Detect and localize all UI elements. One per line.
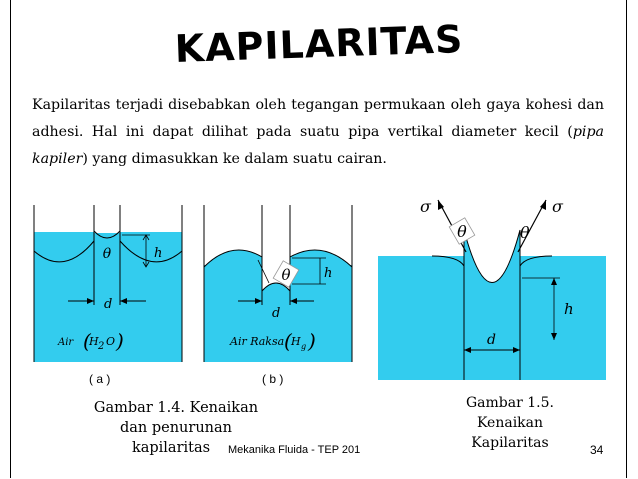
page-title: KAPILARITAS (174, 16, 464, 72)
figure-c-sigma-left: σ (420, 197, 431, 216)
figure-b-formula-main: H (291, 335, 301, 348)
figure-c-sigma-right: σ (552, 197, 563, 216)
paragraph-text-1: Kapilaritas terjadi disebabkan oleh tegangan permukaan oleh gaya kohesi dan adhesi. Hal ini dapat dilihat pada suatu pipa vertikal diameter kecil ( (32, 97, 604, 140)
paragraph-italic: pipa kapiler (32, 124, 604, 167)
figure-a-theta: θ (102, 246, 112, 262)
page-number: 34 (590, 443, 604, 457)
figure-b-diagram (198, 205, 358, 365)
figure-a-formula-tail: O (106, 335, 116, 348)
figure-c-theta-left: θ (457, 222, 467, 241)
figure-b-d: d (272, 306, 281, 321)
figure-a-h: h (154, 246, 163, 261)
caption-1-4-line-3: kapilaritas (131, 440, 211, 456)
svg-text:): ) (308, 329, 316, 353)
figure-b-formula-sub: g (301, 342, 307, 351)
footer-text: Mekanika Fluida - TEP 201 (228, 444, 361, 456)
paragraph-text-2: ) yang dimasukkan ke dalam suatu cairan. (82, 151, 387, 167)
svg-text:): ) (116, 329, 124, 353)
figure-a-formula-main: H (89, 335, 99, 348)
svg-text:(: ( (284, 329, 292, 353)
figure-c-diagram (378, 190, 610, 390)
figure-c-d: d (487, 332, 496, 348)
caption-1-5-line-2: Kenaikan (476, 415, 544, 431)
caption-1-4-line-2: dan penurunan (119, 420, 232, 436)
figure-b-theta: θ (281, 266, 291, 284)
figure-a-label: ( a ) (89, 372, 111, 386)
figure-b-label: ( b ) (262, 372, 284, 386)
caption-1-5-line-1: Gambar 1.5. (466, 395, 554, 411)
intro-paragraph (32, 92, 604, 173)
figure-a-d: d (104, 297, 113, 312)
figure-a-diagram (28, 205, 188, 365)
figure-b-h: h (324, 266, 333, 281)
figure-c-h: h (564, 300, 574, 318)
caption-1-4-line-1: Gambar 1.4. Kenaikan (93, 400, 259, 416)
figure-a-formula-sub: 2 (98, 341, 105, 352)
caption-1-5-line-3: Kapilaritas (471, 435, 549, 451)
figure-a-liquid: Air (58, 337, 74, 348)
caption-gambar-1-5 (440, 393, 580, 453)
svg-text:(: ( (83, 329, 91, 353)
figure-c-theta-right: θ (520, 223, 530, 242)
figure-b-liquid: Air Raksa (230, 335, 285, 348)
